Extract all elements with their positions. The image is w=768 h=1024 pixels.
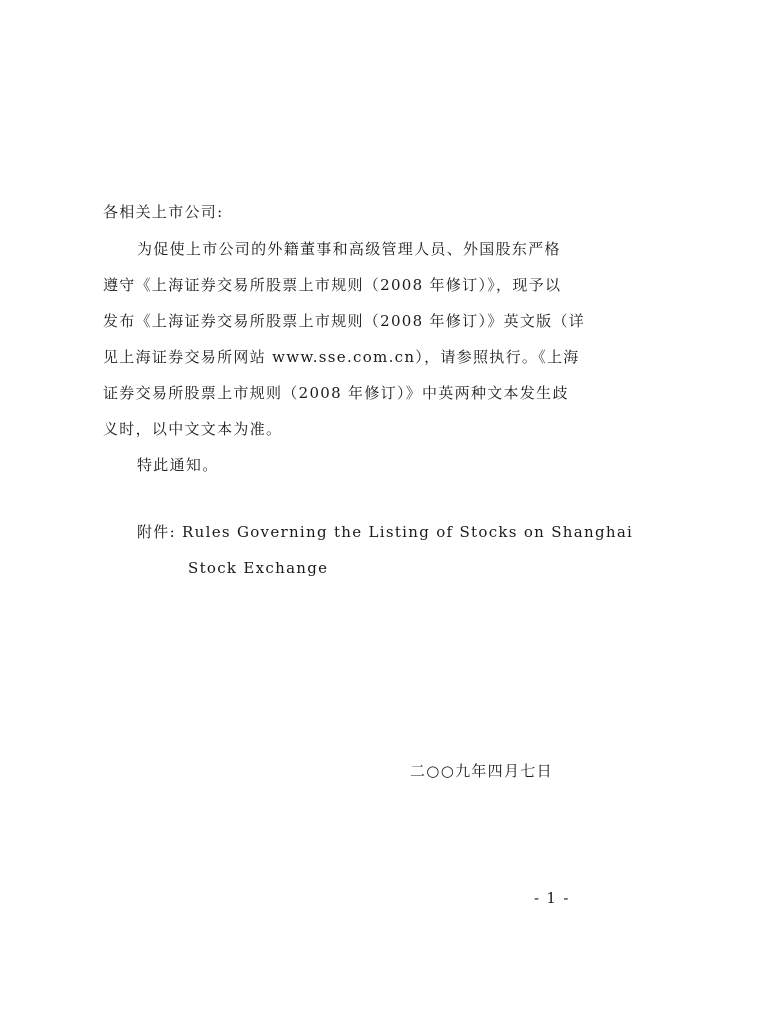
closing-line: 特此通知。 [137, 456, 219, 474]
attachment-title-line-2: Stock Exchange [188, 559, 329, 577]
attachment-title-line-1: Rules Governing the Listing of Stocks on Shanghai [182, 523, 634, 541]
attachment-line-1 [137, 522, 634, 542]
body-line-6: 义时，以中文文本为准。 [103, 420, 283, 438]
body-line-3: 发布《上海证券交易所股票上市规则（2008 年修订）》英文版（详 [103, 312, 586, 330]
salutation: 各相关上市公司: [103, 203, 224, 221]
document-date: 二○○九年四月七日 [410, 762, 553, 780]
body-line-2: 遵守《上海证券交易所股票上市规则（2008 年修订）》，现予以 [103, 276, 562, 294]
attachment-label: 附件: [137, 523, 176, 541]
body-line-4: 见上海证券交易所网站 www.sse.com.cn），请参照执行。《上海 [103, 348, 580, 366]
body-line-1: 为促使上市公司的外籍董事和高级管理人员、外国股东严格 [137, 240, 561, 258]
body-line-5: 证券交易所股票上市规则（2008 年修订）》中英两种文本发生歧 [103, 384, 569, 402]
page-number: - 1 - [534, 889, 570, 907]
